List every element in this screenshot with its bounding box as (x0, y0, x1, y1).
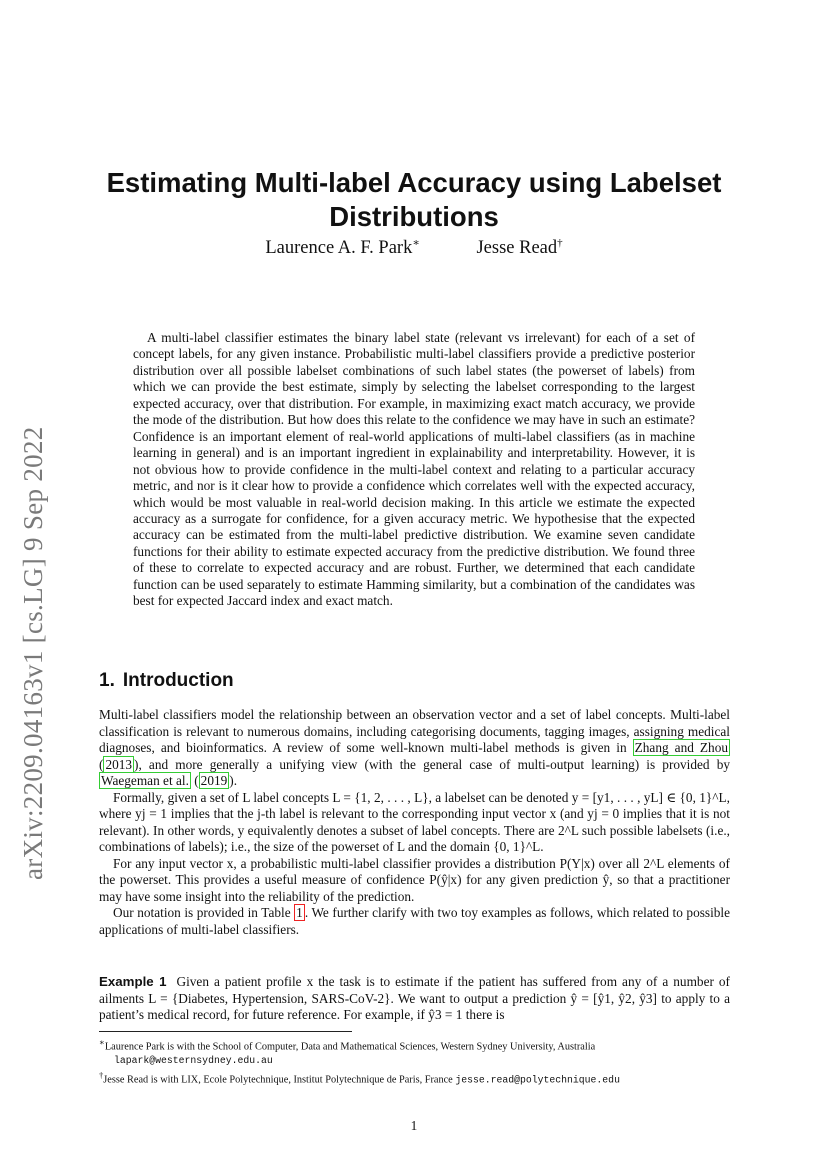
intro-p1-text-c: . (233, 773, 238, 788)
intro-paragraph-3: For any input vector x, a probabilistic multi-label classifier provides a distribution P(Y|x) over all 2^L elements of the powerset. This provides a useful measure of confidence P(ŷ|x) for any given prediction ŷ, so that a practitioner may have some insight into the reliability of the prediction. (99, 855, 730, 904)
intro-p4-text-a: Our notation is provided in Table (113, 905, 295, 920)
intro-p1-text-a: Multi-label classifiers model the relationship between an observation vector and a set of label concepts. Multi-label classification is relevant to numerous domains, including categorising documents, tagging images, assigning medical diagnoses, and bioinformatics. A review of some well-known multi-label methods is given in (99, 707, 730, 755)
footnotes (99, 1035, 730, 1088)
footnote-2 (99, 1068, 730, 1087)
example-label: Example 1 (99, 974, 167, 989)
intro-p4-text-b: . We further clarify with two toy examples as follows, which related to possible applications of multi-label classifiers. (99, 905, 731, 937)
paper-title: Estimating Multi-label Accuracy using Labelset Distributions (106, 167, 722, 233)
citation-zhang-zhou-year[interactable]: 2013 (105, 756, 133, 772)
page-number: 1 (410, 1118, 418, 1133)
citation-waegeman[interactable]: Waegeman et al. (101, 773, 189, 788)
footnote-1-mark: ∗ (99, 1037, 105, 1047)
footnote-divider (99, 1031, 352, 1032)
footnote-2-mark: † (99, 1070, 104, 1081)
author-2 (476, 237, 562, 259)
author-1 (265, 236, 419, 259)
footnote-2-email: jesse.read@polytechnique.edu (455, 1074, 620, 1086)
section-heading-introduction (99, 670, 234, 692)
author-1-name: Laurence A. F. Park (265, 238, 413, 259)
author-2-footnote-mark: † (557, 237, 563, 249)
citation-zhang-zhou[interactable]: Zhang and Zhou (634, 740, 728, 755)
footnote-1-email-line (99, 1054, 730, 1068)
author-2-name: Jesse Read (476, 238, 558, 259)
author-list (0, 236, 828, 259)
introduction-body (99, 707, 730, 938)
intro-paragraph-2: Formally, given a set of L label concepts L = {1, 2, . . . , L}, a labelset can be denoted y = [y1, . . . , yL] ∈ {0, 1}^L, where yj = 1 implies that the j-th label is relevant to the corresponding input vector x (and yj = 0 implies that it is not relevant). In other words, y equivalently denotes a subset of label concepts. There are 2^L such possible labelsets (i.e., combinations of labels); i.e., the size of the powerset of L and the domain {0, 1}^L. (99, 789, 730, 854)
example-1-paragraph (99, 974, 730, 1024)
example-1 (99, 974, 730, 1024)
abstract-text: A multi-label classifier estimates the binary label state (relevant vs irrelevant) for each of a set of concept labels, for any given instance. Probabilistic multi-label classifiers provide a predictive posterior distribution over all possible labelset combinations of such label states (the powerset of labels) from which we can provide the best estimate, simply by selecting the labelset corresponding to the largest expected accuracy, over that distribution. For example, in maximizing exact match accuracy, we provide the mode of the distribution. But how does this relate to the confidence we may have in such an estimate? Confidence is an important element of real-world applications of multi-label classifiers (as in machine learning in general) and is an important ingredient in explainability and interpretability. However, it is not obvious how to provide confidence in the multi-label context and relating to a particular accuracy metric, and nor is it clear how to provide a confidence which correlates well with the expected accuracy, which would be most valuable in real-world decision making. In this article we estimate the expected accuracy as a surrogate for confidence, for a given accuracy metric. We hypothesise that the expected accuracy can be estimated from the multi-label predictive distribution. We examine seven candidate functions for their ability to estimate expected accuracy from the predictive distribution. We found three of these to correlate to expected accuracy and are robust. Further, we determined that each candidate function can be used separately to estimate Hamming similarity, but a combination of the candidates was best for expected Jaccard index and exact match. (133, 330, 696, 609)
author-1-footnote-mark: ∗ (412, 237, 420, 249)
intro-p1-text-b: , and more generally a unifying view (with the general case of multi-output learning) is provided by (138, 756, 730, 772)
intro-paragraph-4 (99, 905, 730, 938)
footnote-2-text: Jesse Read is with LIX, Ecole Polytechnique, Institut Polytechnique de Paris, France (103, 1074, 453, 1086)
table-reference-link[interactable]: 1 (296, 905, 303, 920)
section-number: 1. (99, 670, 115, 691)
section-title: Introduction (122, 670, 234, 691)
footnote-1 (99, 1035, 730, 1054)
footnote-1-email: lapark@westernsydney.edu.au (114, 1055, 273, 1067)
arxiv-identifier-stamp: arXiv:2209.04163v1 [cs.LG] 9 Sep 2022 (18, 426, 48, 880)
intro-paragraph-1: Multi-label classifiers model the relationship between an observation vector and a set of label concepts. Multi-label classification is relevant to numerous domains, including categorising documents, tagging images, assigning medical diagnoses, and bioinformatics. A review of some well-known multi-label methods is given in Zhang and Zhou ( 2013 ), and more generally a unifying view (with the general case of multi-output learning) is provided by Waegeman et al. ( 2019 ). (99, 707, 730, 788)
abstract (133, 330, 695, 610)
citation-waegeman-year[interactable]: 2019 (200, 773, 228, 788)
example-text: Given a patient profile x the task is to estimate if the patient has suffered from any of a number of ailments L = {Diabetes, Hypertension, SARS-CoV-2}. We want to output a prediction ŷ = [ŷ1, ŷ2, ŷ3] to apply to a patient’s medical record, for future reference. For example, if ŷ3 = 1 there is (99, 974, 730, 1022)
footnote-1-text: Laurence Park is with the School of Computer, Data and Mathematical Sciences, Western Sydney University, Australia (104, 1041, 596, 1053)
